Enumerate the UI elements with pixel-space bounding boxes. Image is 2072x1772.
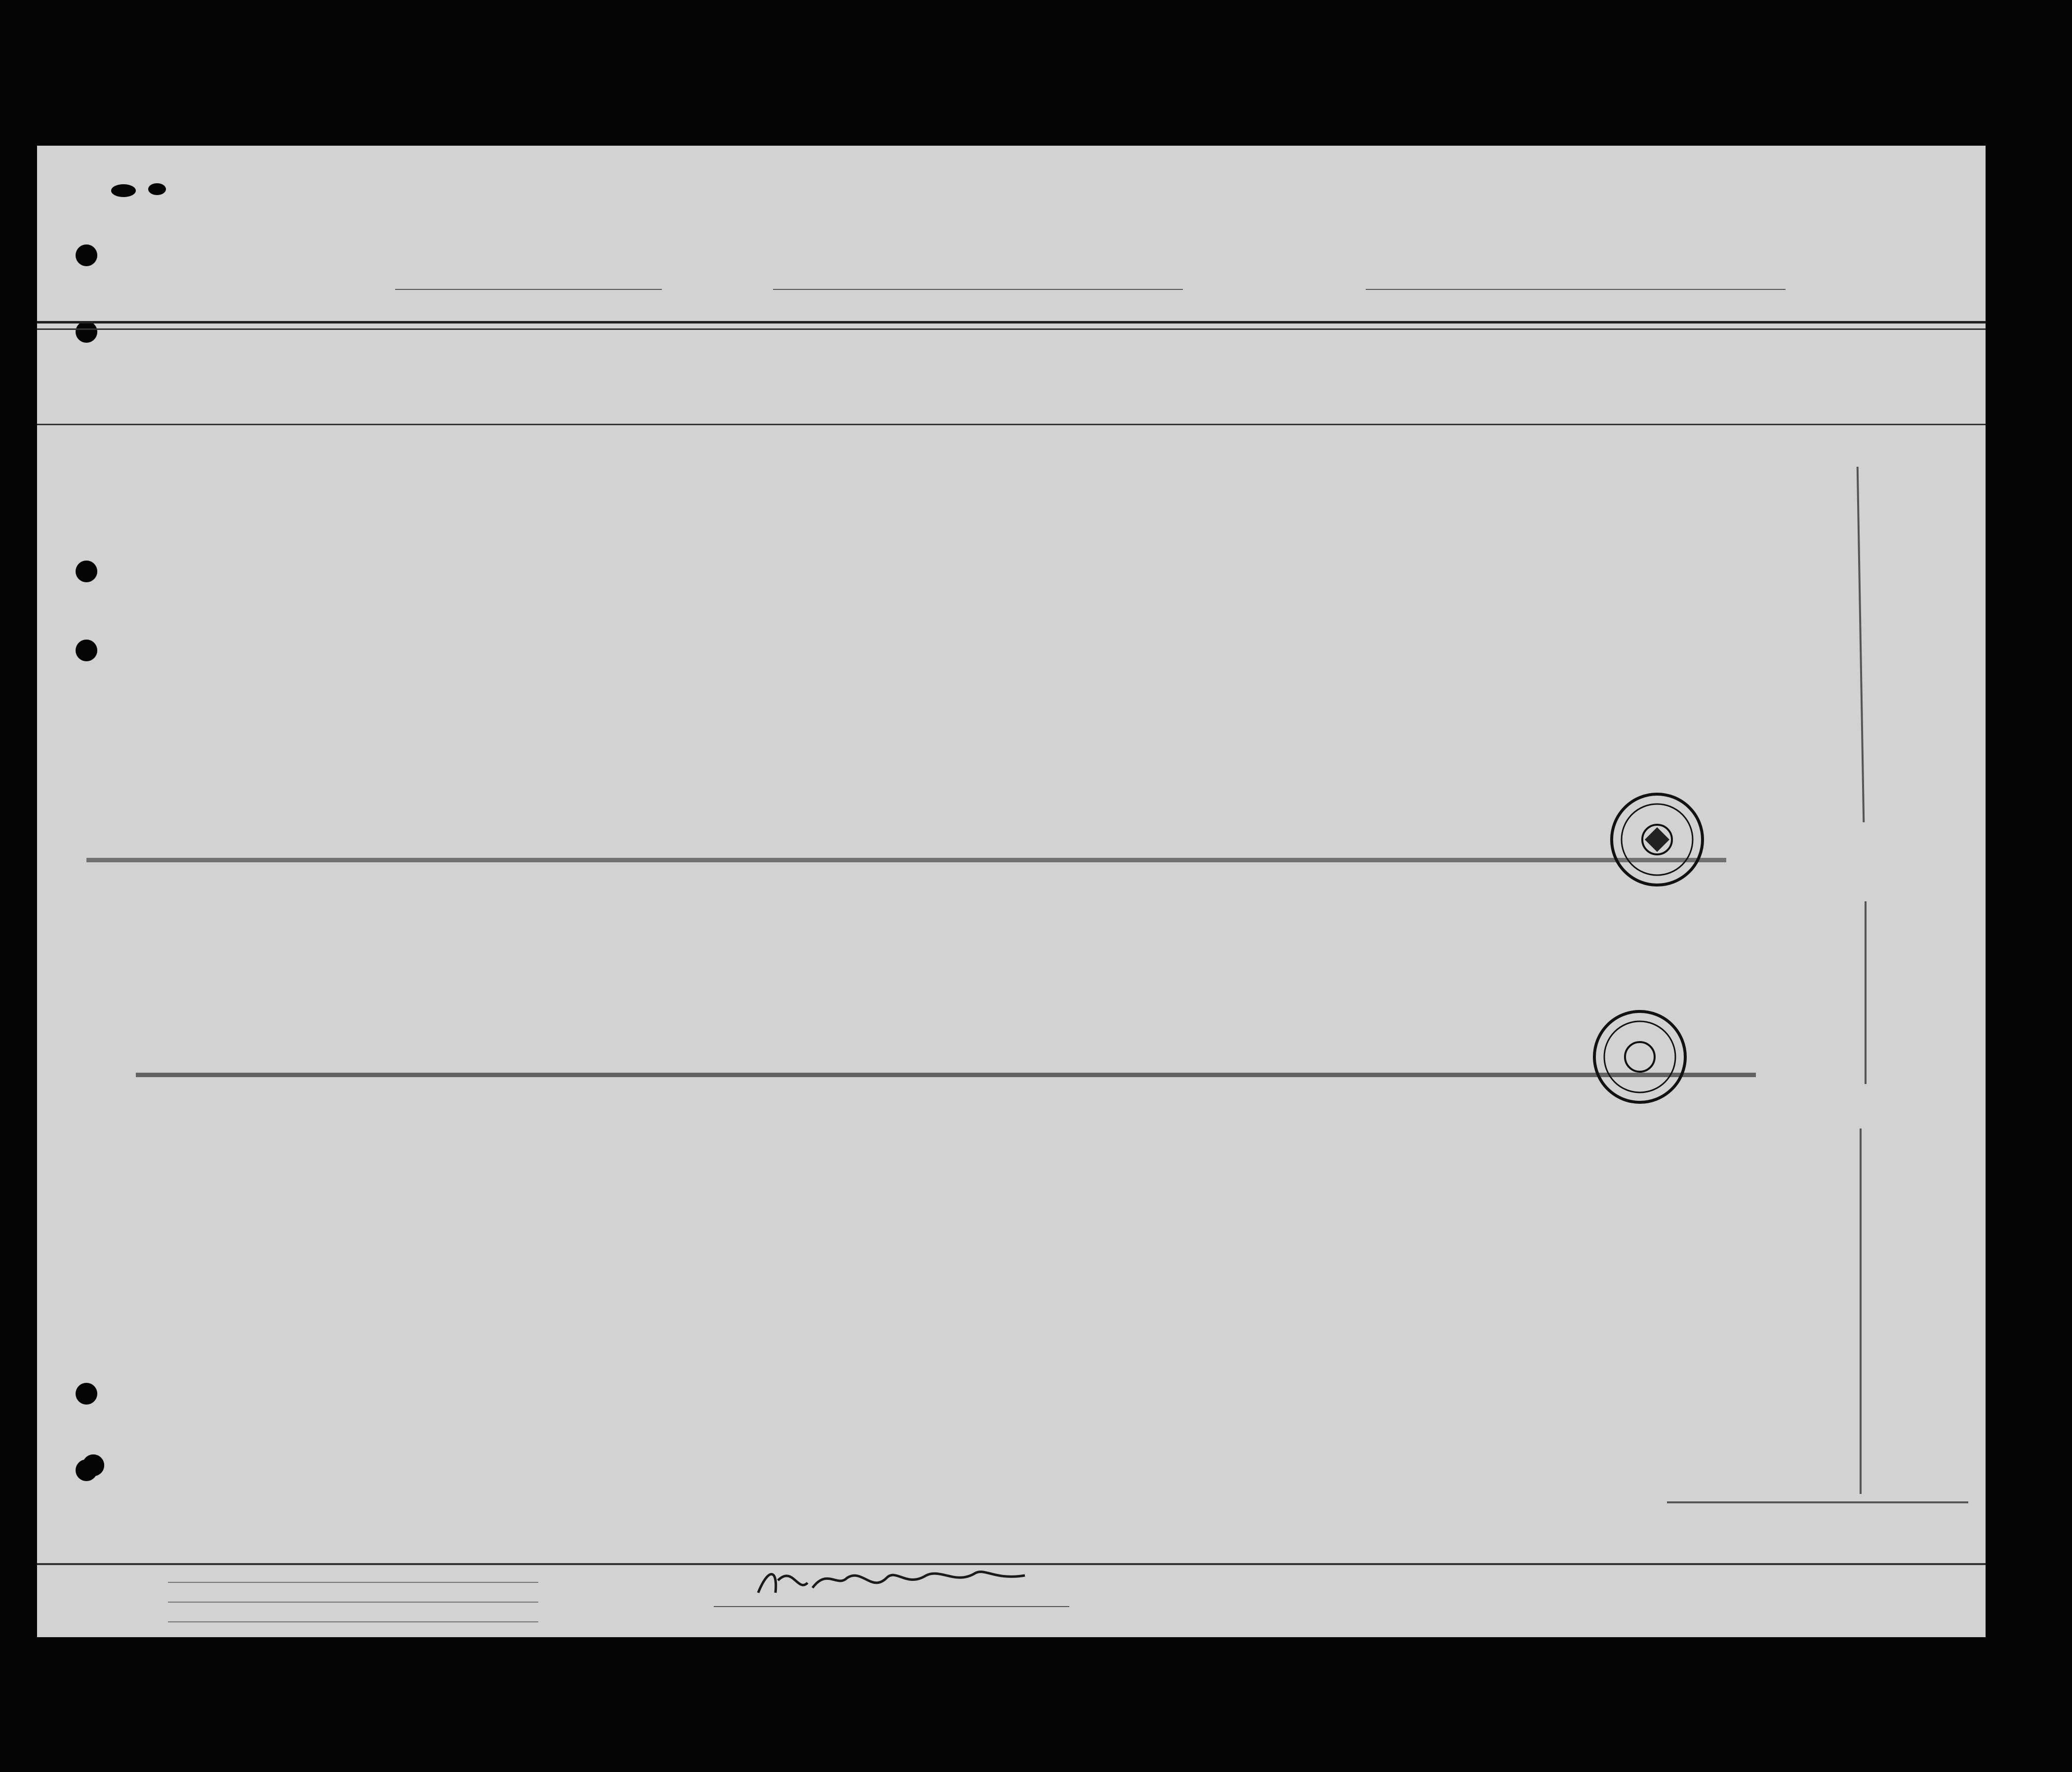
remarks-bracket-bottom	[1667, 1501, 1968, 1503]
footer-line	[168, 1602, 538, 1603]
checkmarks	[37, 146, 1986, 1637]
remarks-bracket	[1865, 901, 1867, 1084]
seal-stamp	[1588, 1005, 1692, 1109]
strike-line-row-12	[86, 858, 1726, 862]
footer-line	[168, 1582, 538, 1583]
seal-stamp	[1605, 788, 1709, 891]
strike-line-row-18	[136, 1073, 1756, 1077]
footer-line	[168, 1621, 538, 1622]
manifest-sheet	[37, 146, 1986, 1637]
signature-line	[714, 1606, 1069, 1607]
remarks-bracket	[1860, 1128, 1862, 1494]
inspector-signature	[748, 1558, 1045, 1608]
